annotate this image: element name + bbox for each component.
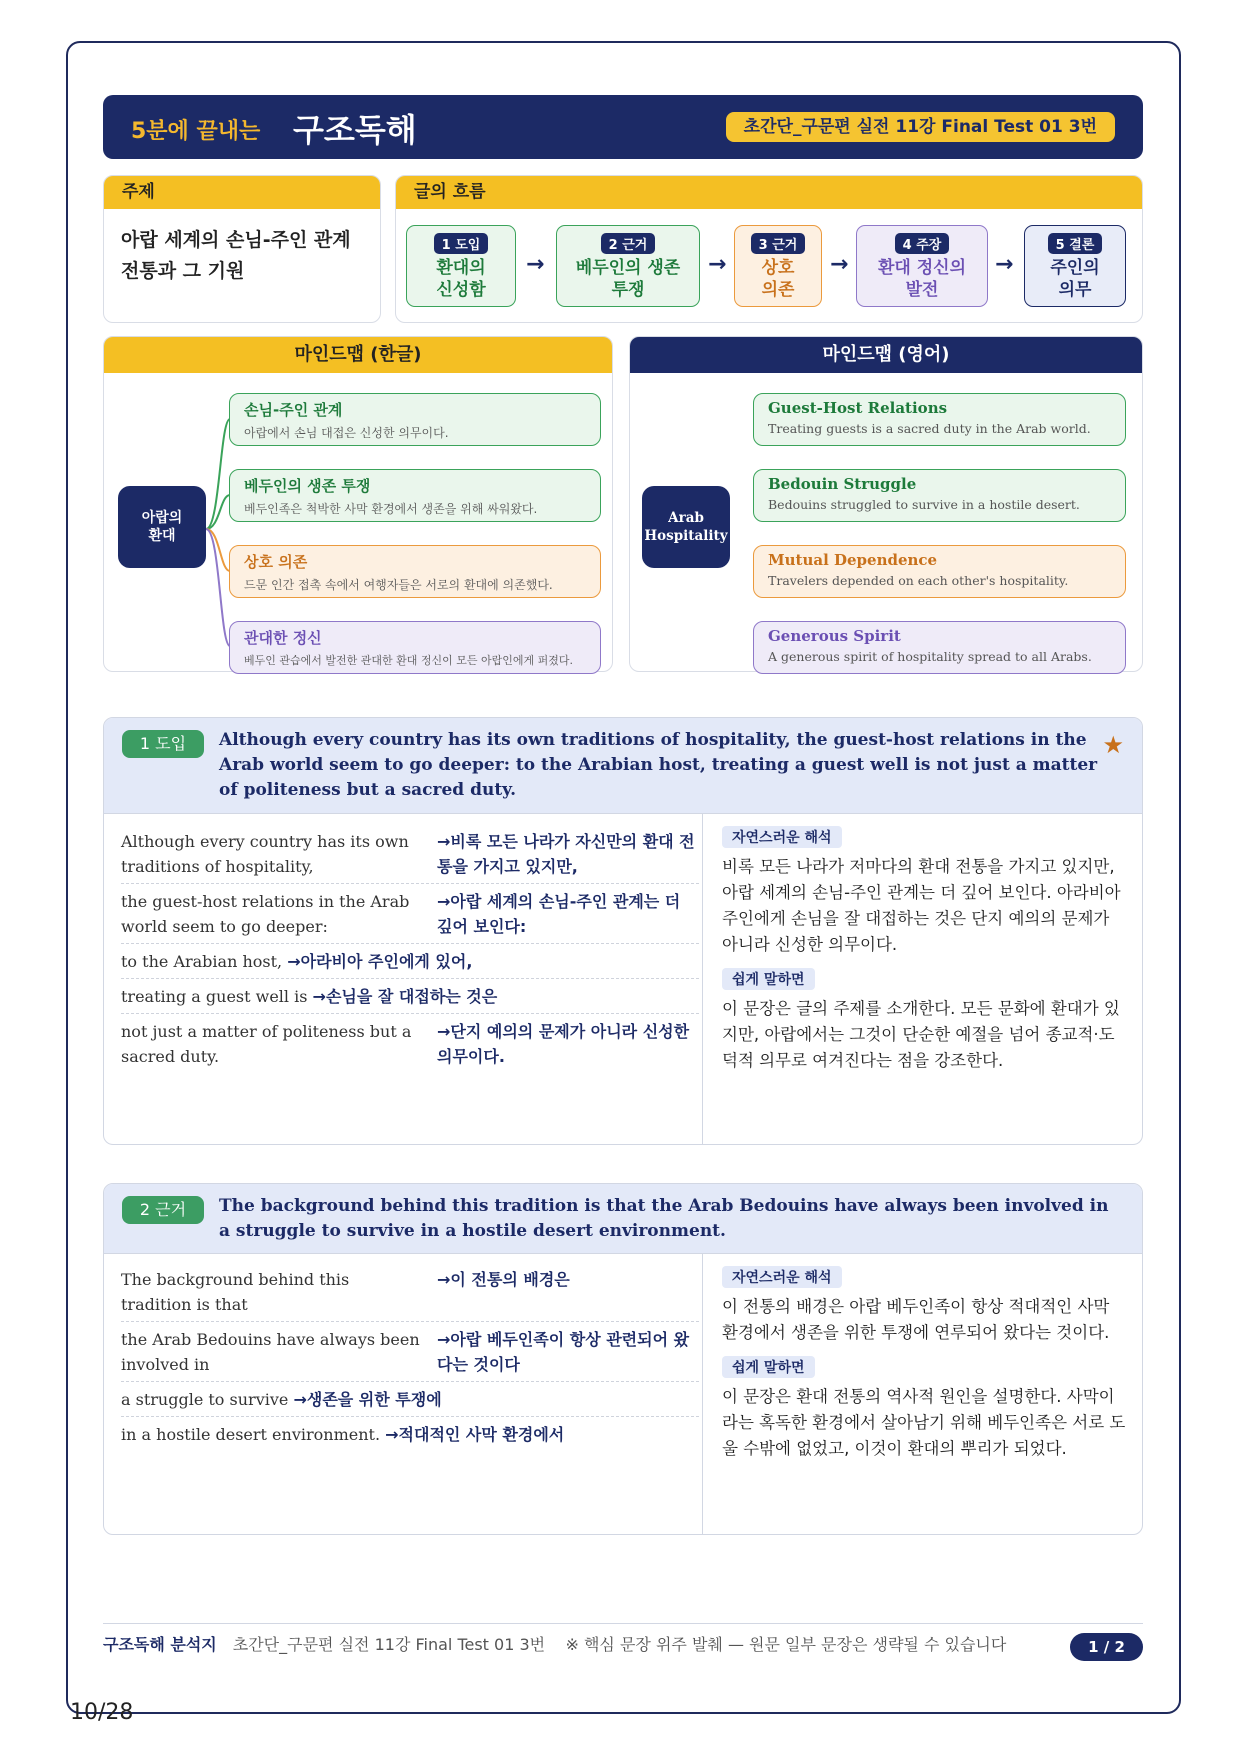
mindmap-node-desc: Bedouins struggled to survive in a hostile desert. xyxy=(768,497,1080,512)
mindmap-node-desc: 드문 인간 접촉 속에서 여행자들은 서로의 환대에 의존했다. xyxy=(244,578,553,592)
chunk-row xyxy=(121,979,699,1014)
column-divider xyxy=(702,1254,703,1535)
chunk-english: The background behind this tradition is that xyxy=(121,1270,350,1314)
flow-arrow: → xyxy=(526,252,545,277)
mindmap-node-title: 손님-주인 관계 xyxy=(244,401,343,419)
mindmap-node-title: Guest-Host Relations xyxy=(768,399,948,417)
chunk-row xyxy=(121,1262,699,1322)
chunk-english: treating a guest well is xyxy=(121,987,308,1006)
chunk-row xyxy=(121,1014,699,1074)
mindmap-node-title: Generous Spirit xyxy=(768,627,901,645)
flow-step-text: 베두인의 생존 투쟁 xyxy=(575,258,681,300)
chunk-row xyxy=(121,944,699,979)
page-indicator: 1 / 2 xyxy=(1070,1633,1143,1661)
natural-translation: 비록 모든 나라가 저마다의 환대 전통을 가지고 있지만, 아랍 세계의 손님-주인 관계는 더 깊어 보인다. 아라비아 주인에게 손님을 잘 대접하는 것은 단지 예의의 문제가 아니라 신성한 의무이다. xyxy=(722,857,1121,954)
chunk-row xyxy=(121,824,699,884)
easy-explanation-label: 쉽게 말하면 xyxy=(722,1356,815,1378)
natural-translation-label: 자연스러운 해석 xyxy=(722,1266,842,1288)
chunk-row xyxy=(121,1382,699,1417)
mindmap-node-title: Mutual Dependence xyxy=(768,551,938,569)
chunk-row xyxy=(121,1322,699,1382)
chunk-english: to the Arabian host, xyxy=(121,952,283,971)
mindmap-node xyxy=(753,393,1126,446)
mindmap-node-desc: Treating guests is a sacred duty in the Arab world. xyxy=(768,421,1091,436)
mindmap-node-desc: 베두인족은 척박한 사막 환경에서 생존을 위해 싸워왔다. xyxy=(244,502,538,516)
chunk-korean: →아라비아 주인에게 있어, xyxy=(287,952,473,971)
natural-translation-label: 자연스러운 해석 xyxy=(722,826,842,848)
header-subtitle: 5분에 끝내는 xyxy=(131,119,261,144)
mindmap-node-title: 관대한 정신 xyxy=(244,629,322,647)
easy-explanation-label: 쉽게 말하면 xyxy=(722,968,815,990)
mindmap-node-title: Bedouin Struggle xyxy=(768,475,917,493)
mindmap-korean-title: 마인드맵 (한글) xyxy=(104,337,612,373)
flow-step-text: 환대 정신의 발전 xyxy=(877,258,967,300)
lesson-badge: 초간단_구문편 실전 11강 Final Test 01 3번 xyxy=(726,112,1115,142)
sentence-header xyxy=(104,1184,1142,1254)
chunk-korean: →단지 예의의 문제가 아니라 신성한 의무이다. xyxy=(437,1022,690,1066)
flow-arrow: → xyxy=(830,252,849,277)
footer-divider xyxy=(103,1623,1143,1624)
chunk-korean: →생존을 위한 투쟁에 xyxy=(293,1390,442,1409)
chunk-korean: →아랍 베두인족이 항상 관련되어 왔다는 것이다 xyxy=(437,1330,690,1374)
mindmap-english-title: 마인드맵 (영어) xyxy=(630,337,1142,373)
chunk-korean: →이 전통의 배경은 xyxy=(437,1270,570,1289)
chunk-english: not just a matter of politeness but a sacred duty. xyxy=(121,1022,412,1066)
mindmap-node xyxy=(229,393,601,446)
natural-translation: 이 전통의 배경은 아랍 베두인족이 항상 적대적인 사막 환경에서 생존을 위한 투쟁에 연루되어 왔다는 것이다. xyxy=(722,1297,1110,1342)
chunk-korean: →아랍 세계의 손님-주인 관계는 더 깊어 보인다: xyxy=(437,892,681,936)
flow-step-tag: 3 근거 xyxy=(751,233,806,254)
chunk-english: the Arab Bedouins have always been involved in xyxy=(121,1330,420,1374)
translation-panel xyxy=(722,1266,1127,1462)
chunk-row xyxy=(121,1417,699,1452)
chunk-korean: →적대적인 사막 환경에서 xyxy=(385,1425,565,1444)
sentence-section-1 xyxy=(103,717,1143,1145)
mindmap-node xyxy=(753,621,1126,674)
chunk-english: Although every country has its own traditions of hospitality, xyxy=(121,832,409,876)
page-count: 10/28 xyxy=(70,1700,134,1725)
flow-step-text: 상호 의존 xyxy=(761,258,795,300)
column-divider xyxy=(702,814,703,1145)
topic-text: 아랍 세계의 손님-주인 관계 전통과 그 기원 xyxy=(121,229,351,282)
flow-step-text: 주인의 의무 xyxy=(1050,258,1100,300)
chunk-english: in a hostile desert environment. xyxy=(121,1425,381,1444)
mindmap-korean-center: 아랍의 환대 xyxy=(118,486,206,568)
mindmap-node xyxy=(229,621,601,674)
sentence-header xyxy=(104,718,1142,814)
sentence-english: Although every country has its own traditions of hospitality, the guest-host relations in the Arab world seem to go deeper: to the Arabian host, treating a guest well is not just a matter of politeness but a sacred duty. xyxy=(219,730,1098,800)
mindmap-node-desc: Travelers depended on each other's hospitality. xyxy=(768,573,1069,588)
mindmap-node xyxy=(753,545,1126,598)
flow-step-tag: 4 주장 xyxy=(895,233,950,254)
page-title: 구조독해 xyxy=(293,111,417,149)
sentence-english: The background behind this tradition is that the Arab Bedouins have always been involved in a struggle to survive in a hostile desert environment. xyxy=(219,1196,1109,1241)
translation-panel xyxy=(722,826,1127,1074)
mindmap-node-title: 베두인의 생존 투쟁 xyxy=(244,477,371,495)
mindmap-node-desc: 아랍에서 손님 대접은 신성한 의무이다. xyxy=(244,426,449,440)
flow-step-tag: 5 결론 xyxy=(1048,233,1103,254)
chunk-korean: →손님을 잘 대접하는 것은 xyxy=(312,987,498,1006)
star-icon: ★ xyxy=(1102,731,1124,759)
mindmap-node xyxy=(753,469,1126,522)
chunk-korean: →비록 모든 나라가 자신만의 환대 전통을 가지고 있지만, xyxy=(437,832,695,876)
page-footer xyxy=(103,1632,1006,1655)
chunk-row xyxy=(121,884,699,944)
mindmap-node-desc: A generous spirit of hospitality spread to all Arabs. xyxy=(768,649,1092,664)
mindmap-english-center: Arab Hospitality xyxy=(642,486,730,568)
chunk-list xyxy=(121,824,699,1074)
topic-label: 주제 xyxy=(104,176,380,209)
chunk-english: a struggle to survive xyxy=(121,1390,289,1409)
mindmap-node-title: 상호 의존 xyxy=(244,553,308,571)
section-tag: 1 도입 xyxy=(122,730,204,758)
flow-arrow: → xyxy=(708,252,727,277)
flow-label: 글의 흐름 xyxy=(396,176,1142,209)
footer-brand: 구조독해 분석지 xyxy=(103,1635,217,1654)
section-tag: 2 근거 xyxy=(122,1196,204,1224)
flow-arrow: → xyxy=(995,252,1014,277)
mindmap-node xyxy=(229,469,601,522)
easy-explanation: 이 문장은 환대 전통의 역사적 원인을 설명한다. 사막이라는 혹독한 환경에서 살아남기 위해 베두인족은 서로 도울 수밖에 없었고, 이것이 환대의 뿌리가 되었다. xyxy=(722,1387,1126,1458)
footer-note: 초간단_구문편 실전 11강 Final Test 01 3번 ※ 핵심 문장 위주 발췌 — 원문 일부 문장은 생략될 수 있습니다 xyxy=(232,1635,1007,1654)
sentence-section-2 xyxy=(103,1183,1143,1535)
flow-step-tag: 1 도입 xyxy=(434,233,489,254)
easy-explanation: 이 문장은 글의 주제를 소개한다. 모든 문화에 환대가 있지만, 아랍에서는 그것이 단순한 예절을 넘어 종교적·도덕적 의무로 여겨진다는 점을 강조한다. xyxy=(722,999,1120,1070)
chunk-list xyxy=(121,1262,699,1452)
mindmap-node-desc: 베두인 관습에서 발전한 관대한 환대 정신이 모든 아랍인에게 퍼졌다. xyxy=(244,654,573,667)
flow-step-tag: 2 근거 xyxy=(601,233,656,254)
chunk-english: the guest-host relations in the Arab world seem to go deeper: xyxy=(121,892,410,936)
mindmap-node xyxy=(229,545,601,598)
flow-step-text: 환대의 신성함 xyxy=(436,258,486,300)
